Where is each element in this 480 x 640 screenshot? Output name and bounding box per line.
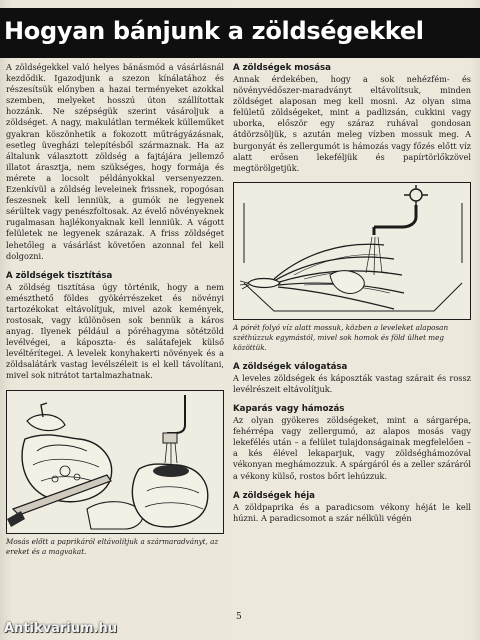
right-column bbox=[233, 62, 471, 524]
watermark: Antikvarium.hu bbox=[4, 621, 117, 636]
pepper-illustration bbox=[6, 390, 224, 534]
leek-drawing bbox=[234, 183, 471, 319]
section-text-washing: Annak érdekében, hogy a sok nehézfém- és növényvédőszer-maradványt eltávolítsuk, minden zöldséget alaposan meg kell mosni. Az olyan sima felületű zöldségeket, mint a padlizsán, cukkini vagy uborka, először egy száraz ruhával gondosan átdörzsöljük, s azután meleg vízben mossuk meg. A burgonyát és zellergumót is hámozás vagy főzés előtt víz alatt erősen lekeféljük és papírtörlőkzövel megtörölgetjük. bbox=[233, 74, 471, 173]
section-heading-peeling: Kaparás vagy hámozás bbox=[233, 404, 345, 415]
pepper-drawing bbox=[7, 391, 224, 533]
section-heading-skin: A zöldségek héja bbox=[233, 490, 315, 501]
section-text-sorting: A leveles zöldségek és káposzták vastag szárait és rossz levélrészeit eltávolítjuk. bbox=[233, 372, 471, 394]
section-heading-washing: A zöldségek mosása bbox=[233, 63, 331, 73]
page-title: Hogyan bánjunk a zöldségekkel bbox=[4, 17, 424, 45]
section-text-cleaning: A zöldség tisztítása úgy történik, hogy a nem emészthető földes gyökérrészeket és növényi tartozékokat eltávolítjuk, mivel azok kemények, rostosak, vagy különösen sok bennük a káros anyag. Ilyenek például a póréhagyma sötétzöld levélvégei, a káposzta- és salátafejek külső levéltérítegei. A levelek konyhakerti növények és a zöldsalátárk vastag levélszéleit is el kell távolítani, mivel sok nitrátot tartalmazhatnak. bbox=[6, 281, 224, 381]
left-column bbox=[6, 62, 224, 557]
section-text-peeling: Az olyan gyökeres zöldségeket, mint a sárgarépa, fehérrépa vagy zellergumó, az alapos mosás vagy lekefélés után – a felület tulajdonságainak megfelelően – a kés élével lekaparjuk, vagy zöldséghámozóval vékonyan meghámozzuk. A spárgáról és a zeller száráról a vékony külső, rostos bőrt lehúzzuk. bbox=[233, 415, 471, 481]
leek-figure-caption: A pórét folyó víz alatt mossuk, közben a leveleket alaposan széthúzzuk egymástól, mivel sok homok és föld ülhet meg közöttük. bbox=[233, 322, 449, 352]
intro-paragraph: A zöldségekkel való helyes bánásmód a vásárlásnál kezdődik. Igazodjunk a szezon kínálatához és részesítsük előnyben a hazai terményeket azokkal szemben, melyeket hosszú úton szállítottak hozzánk. Ne szépségük szerint vásároljuk a zöldséget. A nagy, makulátlan termékek külleműket gyakran köszönhetik a fokozott műtrágyázásnak, esetleg üvegházi telepítésből származnak. Ha az általunk választott zöldség a fajtájára jellemző illatot árasztja, nem szükséges, hogy formája és mérete a locsolt példányokkal versenyezzen. Ezenkívül a zöldség leveleinek frissnek, ropogósan feszesnek kell lenniük, a gumók ne legyenek sérültek vagy penészfoltosak. Az évelő növényeknek rugalmasan hajlékonyaknak kell lenniük. A vágott felületek ne legyenek szárazak. A friss zöldséget lehetőleg a vásárlást követően azonnal fel kell dolgozni. bbox=[6, 62, 224, 261]
section-heading-sorting: A zöldségek válogatása bbox=[233, 361, 348, 372]
page-number: 5 bbox=[236, 612, 242, 622]
leek-illustration bbox=[233, 182, 471, 320]
section-heading-cleaning: A zöldségek tisztítása bbox=[6, 270, 113, 281]
section-text-skin: A zöldpaprika és a paradicsom vékony héját le kell húzni. A paradicsomot a szár nélküli végén bbox=[233, 501, 471, 523]
pepper-figure-caption: Mosás előtt a paprikáról eltávolítjuk a szármaradványt, az ereket és a magvakat. bbox=[6, 536, 219, 556]
